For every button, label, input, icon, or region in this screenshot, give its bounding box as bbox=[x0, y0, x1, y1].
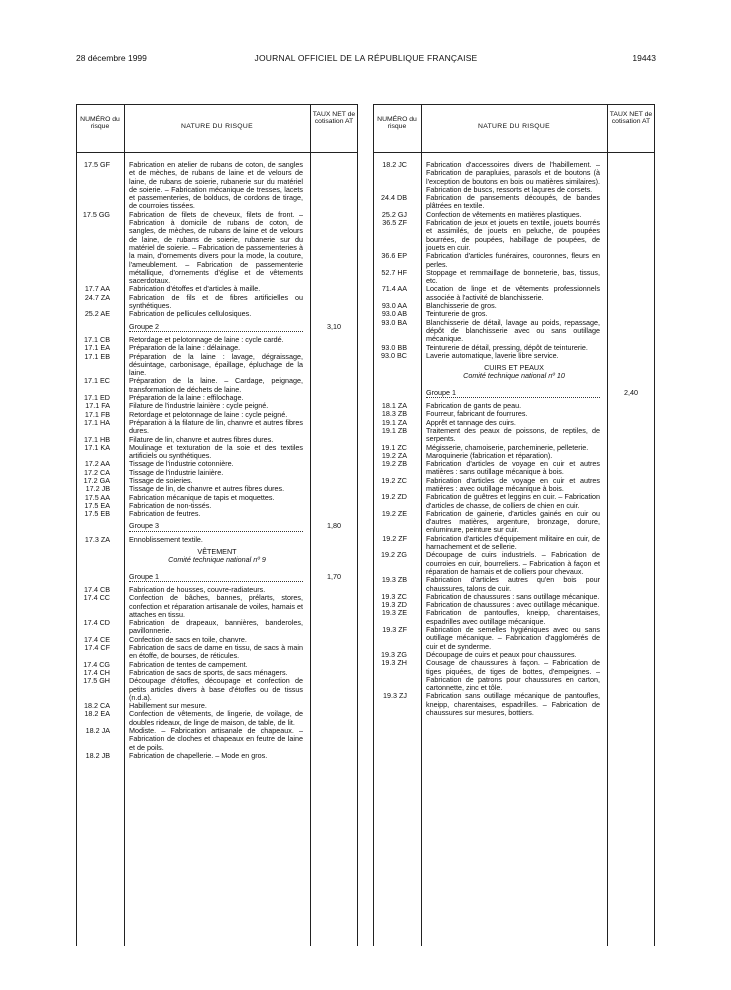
risk-nature: Location de linge et de vêtements professionnels associée à l'activité de blanchisserie. bbox=[426, 284, 600, 302]
risk-rate bbox=[310, 661, 358, 669]
risk-row bbox=[76, 644, 358, 661]
risk-nature: Préparation de la laine : effilochage. bbox=[129, 393, 244, 403]
section-heading bbox=[373, 360, 655, 385]
risk-code: 17.1 KA bbox=[84, 442, 110, 452]
risk-nature: Fabrication d'articles funéraires, couronnes, fleurs en perles. bbox=[426, 251, 600, 269]
risk-rate bbox=[310, 444, 358, 461]
risk-rate bbox=[607, 352, 655, 360]
column-header-nature: NATURE DU RISQUE bbox=[478, 123, 550, 130]
risk-row bbox=[76, 727, 358, 752]
risk-nature: Fabrication de chaussures : sans outillage mécanique. bbox=[426, 591, 600, 601]
risk-rate bbox=[607, 601, 655, 609]
risk-row bbox=[373, 427, 655, 444]
risk-nature: Tissage de lin, de chanvre et autres fibres dures. bbox=[129, 484, 285, 494]
risk-rate bbox=[310, 485, 358, 493]
column-header-code: NUMÉRO du risque bbox=[377, 116, 417, 131]
risk-code: 19.3 ZE bbox=[381, 608, 407, 618]
risk-code: 93.0 BB bbox=[381, 342, 407, 352]
risk-rate bbox=[310, 710, 358, 727]
risk-rate bbox=[607, 659, 655, 692]
risk-row bbox=[76, 211, 358, 286]
risk-nature: Maroquinerie (fabrication et réparation). bbox=[426, 450, 553, 460]
risk-row bbox=[76, 353, 358, 378]
risk-code: 17.1 FB bbox=[84, 409, 110, 419]
group-rate: 1,70 bbox=[327, 571, 341, 581]
risk-row bbox=[76, 161, 358, 211]
risk-code: 17.2 JB bbox=[85, 484, 110, 494]
risk-rate bbox=[310, 702, 358, 710]
risk-nature: Fabrication de sacs de sports, de sacs ménagers. bbox=[129, 667, 288, 677]
risk-rate bbox=[607, 285, 655, 302]
risk-nature: Fabrication de guêtres et leggins en cuir. – Fabrication d'articles de chasse, de colliers de chien en cuir. bbox=[426, 492, 600, 510]
risk-nature: Fabrication de tentes de campement. bbox=[129, 659, 248, 669]
risk-rate bbox=[310, 727, 358, 752]
risk-nature: Blanchisserie de détail, lavage au poids, repassage, dépôt de blanchisserie avec ou sans outillage mécanique. bbox=[426, 317, 600, 344]
risk-code: 17.4 CF bbox=[84, 643, 110, 653]
risk-nature: Fabrication de drapeaux, bannières, banderoles, pavillonnerie. bbox=[129, 618, 303, 636]
risk-nature: Préparation de la laine : lavage, dégraissage, désuintage, carbonisage, épaillage, épluchage de la laine. bbox=[129, 351, 303, 378]
risk-nature: Teinturerie de gros. bbox=[426, 309, 488, 319]
risk-nature: Fabrication de chapellerie. – Mode en gros. bbox=[129, 750, 268, 760]
risk-nature: Confection de vêtements, de lingerie, de voilage, de doubles rideaux, de linge de maison, de table, de lit. bbox=[129, 709, 303, 727]
risk-row bbox=[76, 294, 358, 311]
risk-code: 19.3 ZB bbox=[381, 575, 407, 585]
risk-rate bbox=[607, 344, 655, 352]
risk-code: 36.5 ZF bbox=[382, 218, 407, 228]
risk-row bbox=[76, 310, 358, 318]
risk-nature: Tissage de l'industrie lainière. bbox=[129, 467, 224, 477]
risk-nature: Apprêt et tannage des cuirs. bbox=[426, 417, 516, 427]
risk-rate bbox=[310, 161, 358, 211]
risk-nature: Fabrication de pansements découpés, de bandes plâtrées en textile. bbox=[426, 193, 600, 211]
risk-rate bbox=[310, 460, 358, 468]
risk-code: 18.2 JA bbox=[85, 726, 110, 735]
risk-code: 19.2 ZC bbox=[381, 475, 407, 485]
section-title: CUIRS ET PEAUX bbox=[484, 363, 544, 373]
risk-rate bbox=[607, 535, 655, 552]
group-rate: 2,40 bbox=[624, 387, 638, 397]
risk-nature: Fabrication mécanique de tapis et moquettes. bbox=[129, 492, 275, 502]
group-row bbox=[76, 569, 358, 586]
risk-rate bbox=[607, 551, 655, 576]
risk-rate bbox=[310, 353, 358, 378]
risk-rate bbox=[607, 444, 655, 452]
risk-row bbox=[373, 609, 655, 626]
risk-code: 17.1 HA bbox=[84, 417, 110, 427]
risk-nature: Habillement sur mesure. bbox=[129, 701, 207, 711]
risk-nature: Laverie automatique, laverie libre service. bbox=[426, 350, 559, 360]
risk-rate bbox=[310, 619, 358, 636]
group-row bbox=[373, 385, 655, 402]
risk-code: 19.3 ZC bbox=[381, 591, 407, 601]
group-label: Groupe 1 bbox=[426, 389, 600, 398]
risk-code: 19.2 ZG bbox=[381, 550, 407, 560]
risk-nature: Fabrication de semelles hygiéniques avec ou sans outillage mécanique. – Fabrication d'agglomérés de cuir et de synderme. bbox=[426, 625, 600, 651]
risk-nature: Fabrication d'articles autres qu'en bois pour chaussures, talons de cuir. bbox=[426, 575, 600, 593]
risk-rate bbox=[310, 536, 358, 544]
risk-code: 17.5 EA bbox=[84, 500, 110, 510]
risk-nature: Stoppage et remmaillage de bonneterie, bas, tissus, etc. bbox=[426, 267, 600, 286]
risk-nature: Fabrication de filets de cheveux, filets de front. – Fabrication à domicile de rubans de coton, de sangles, de mèches, de rubans de laine et de velours de laine, de rubans de soierie, rubanerie sur du matériel de soierie. – Fabrication de passementeries à la main, d'ornements divers pour la mode, la couture, l'ameublement. – Fabrication de passementerie métallique, d'ornements d'église et de vêtements sacerdotaux. bbox=[129, 209, 303, 286]
risk-code: 17.4 CE bbox=[84, 634, 110, 644]
risk-rate bbox=[607, 269, 655, 286]
risk-row bbox=[373, 252, 655, 269]
risk-rate bbox=[310, 294, 358, 311]
risk-row bbox=[76, 752, 358, 760]
risk-nature: Filature de lin, chanvre et autres fibres dures. bbox=[129, 434, 274, 444]
risk-row bbox=[373, 551, 655, 576]
risk-rate bbox=[310, 494, 358, 502]
risk-nature: Fabrication d'articles de voyage en cuir et autres matières : sans outillage mécanique à bois. bbox=[426, 459, 600, 477]
group-label: Groupe 3 bbox=[129, 522, 303, 531]
risk-nature: Fabrication de jeux et jouets en textile, jouets bourrés et assimilés, de jouets en peluche, de poupées bourrées, de poupées, habillage de poupées, de jouets en cuir. bbox=[426, 218, 600, 252]
risk-row bbox=[76, 594, 358, 619]
risk-code: 19.3 ZG bbox=[381, 649, 407, 659]
risk-nature: Découpage de cuirs industriels. – Fabrication de courroies en cuir, bourreliers. – Fabrication à façon et réparation de harnais et de colliers pour chevaux. bbox=[426, 550, 600, 576]
risk-code: 17.1 FA bbox=[85, 401, 110, 411]
risk-rate bbox=[607, 510, 655, 535]
risk-rate bbox=[607, 593, 655, 601]
risk-rate bbox=[607, 219, 655, 252]
risk-code: 18.2 JC bbox=[382, 160, 407, 169]
column-header-code: NUMÉRO du risque bbox=[80, 116, 120, 131]
risk-rate bbox=[310, 502, 358, 510]
risk-row bbox=[76, 469, 358, 477]
risk-rate bbox=[607, 576, 655, 593]
risk-row bbox=[76, 710, 358, 727]
risk-code: 17.2 GA bbox=[83, 475, 110, 485]
risk-code: 17.4 CD bbox=[83, 618, 110, 628]
risk-nature: Modiste. – Fabrication artisanale de chapeaux. – Fabrication de cloches et chapeaux en feutre de laine et de poils. bbox=[129, 726, 303, 752]
risk-nature: Fabrication de gants de peau. bbox=[426, 401, 522, 411]
risk-rate bbox=[310, 336, 358, 344]
group-row bbox=[76, 518, 358, 535]
risk-rate bbox=[607, 161, 655, 194]
header-date: 28 décembre 1999 bbox=[76, 53, 147, 63]
risk-nature: Fabrication de sacs de dame en tissu, de sacs à main en étoffe, de bourses, de réticules. bbox=[129, 643, 303, 661]
risk-row bbox=[373, 319, 655, 344]
risk-nature: Filature de l'industrie lainière : cycle peigné. bbox=[129, 401, 269, 411]
risk-rate bbox=[607, 493, 655, 510]
risk-code: 19.1 ZC bbox=[381, 442, 407, 452]
risk-rate bbox=[607, 302, 655, 310]
risk-nature: Préparation de la laine : délainage. bbox=[129, 343, 241, 353]
risk-rate bbox=[607, 477, 655, 494]
column-header-rate: TAUX NET de cotisation AT bbox=[312, 111, 356, 126]
risk-code: 19.3 ZD bbox=[381, 600, 407, 610]
column-header-nature: NATURE DU RISQUE bbox=[181, 123, 253, 130]
risk-rate bbox=[607, 410, 655, 418]
risk-code: 17.1 EA bbox=[84, 343, 110, 353]
committee-label: Comité technique national nº 9 bbox=[168, 555, 266, 565]
risk-rate bbox=[310, 436, 358, 444]
risk-row bbox=[76, 377, 358, 394]
risk-code: 18.1 ZA bbox=[381, 401, 407, 411]
risk-row bbox=[373, 477, 655, 494]
risk-nature: Traitement des peaux de poissons, de reptiles, de serpents. bbox=[426, 425, 600, 444]
risk-code: 18.3 ZB bbox=[381, 409, 407, 419]
risk-nature: Fabrication en atelier de rubans de coton, de sangles et de mèches, de rubans de laine et de velours de laine, de rubans de soierie, rubanerie sur du matériel de soierie. – Fabrication mécanique de tresses, lacets et passementeries, de bolducs, de cordons de tirage, de courroies tissées. bbox=[129, 160, 303, 211]
risk-nature: Fabrication d'accessoires divers de l'habillement. – Fabrication de parapluies, parasols et de boutons (à l'exception de boutons en bois ou matières similaires). Fabrication de buscs, ressorts et laçures de corsets. bbox=[426, 160, 600, 194]
risk-rate bbox=[310, 669, 358, 677]
risk-rate bbox=[310, 211, 358, 286]
risk-code: 93.0 BC bbox=[381, 350, 407, 360]
right-table-body bbox=[373, 161, 655, 717]
risk-nature: Préparation à la filature de lin, chanvre et autres fibres dures. bbox=[129, 417, 303, 436]
risk-code: 19.2 ZE bbox=[381, 508, 407, 518]
risk-code: 24.4 DB bbox=[381, 193, 407, 203]
risk-row bbox=[373, 269, 655, 286]
risk-rate bbox=[310, 477, 358, 485]
risk-nature: Teinturerie de détail, pressing, dépôt de teinturerie. bbox=[426, 342, 588, 352]
committee-label: Comité technique national nº 10 bbox=[463, 371, 565, 381]
risk-row bbox=[373, 535, 655, 552]
risk-nature: Confection de vêtements en matières plastiques. bbox=[426, 209, 582, 219]
risk-row bbox=[76, 494, 358, 502]
risk-nature: Fabrication de non-tissés. bbox=[129, 500, 212, 510]
risk-row bbox=[373, 194, 655, 211]
risk-code: 17.1 ED bbox=[84, 393, 110, 403]
risk-code: 17.3 ZA bbox=[84, 534, 110, 544]
risk-rate bbox=[607, 651, 655, 659]
risk-nature: Tissage de soieries. bbox=[129, 475, 193, 485]
risk-nature: Découpage d'étoffes, découpage et confection de petits articles divers à base d'étoffes ou de tissus (n.d.a). bbox=[129, 676, 303, 702]
risk-rate bbox=[607, 452, 655, 460]
risk-code: 36.6 EP bbox=[381, 251, 407, 261]
risk-row bbox=[373, 460, 655, 477]
header-title: JOURNAL OFFICIEL DE LA RÉPUBLIQUE FRANÇAISE bbox=[254, 53, 478, 63]
risk-rate bbox=[310, 510, 358, 518]
risk-code: 17.5 EB bbox=[84, 509, 110, 519]
risk-code: 19.3 ZJ bbox=[383, 691, 407, 701]
risk-nature: Préparation de la laine. – Cardage, peignage, transformation de déchets de laine. bbox=[129, 376, 303, 394]
risk-code: 19.1 ZB bbox=[381, 425, 407, 435]
risk-code: 18.2 JB bbox=[85, 750, 110, 760]
risk-rate bbox=[607, 402, 655, 410]
risk-nature: Confection de bâches, bannes, prélarts, stores, confection et réparation artisanale de voiles, hamais et attaches en tissu. bbox=[129, 593, 303, 619]
column-header-rate: TAUX NET de cotisation AT bbox=[609, 111, 653, 126]
risk-nature: Fabrication d'articles de voyage en cuir et autres matières : avec outillage mécanique à bois. bbox=[426, 475, 600, 493]
risk-nature: Confection de sacs en toile, chanvre. bbox=[129, 634, 247, 644]
risk-nature: Fabrication de pellicules cellulosiques. bbox=[129, 309, 252, 319]
risk-code: 71.4 AA bbox=[381, 284, 407, 294]
risk-rate bbox=[310, 377, 358, 394]
risk-code: 19.2 ZD bbox=[381, 492, 407, 502]
risk-code: 17.2 CA bbox=[84, 467, 110, 477]
risk-nature: Fabrication sans outillage mécanique de pantoufles, kneipp, charentaises, espadrilles. – Fabrication de chaussures sur mesures, bottiers. bbox=[426, 691, 600, 717]
risk-rate bbox=[310, 310, 358, 318]
risk-code: 17.4 CB bbox=[84, 584, 110, 594]
risk-code: 19.3 ZH bbox=[381, 658, 407, 668]
risk-nature: Fabrication de housses, couvre-radiateurs. bbox=[129, 584, 266, 594]
risk-code: 19.2 ZA bbox=[381, 450, 407, 460]
risk-nature: Fabrication de feutres. bbox=[129, 509, 201, 519]
risk-nature: Fabrication de chaussures : avec outillage mécanique. bbox=[426, 600, 600, 610]
risk-code: 25.2 GJ bbox=[381, 209, 407, 219]
risk-code: 19.3 ZF bbox=[382, 625, 407, 635]
risk-row bbox=[373, 576, 655, 593]
right-table bbox=[373, 104, 655, 946]
risk-code: 17.5 GF bbox=[84, 160, 110, 169]
risk-nature: Fourreur, fabricant de fourrures. bbox=[426, 409, 528, 419]
risk-rate bbox=[310, 411, 358, 419]
group-label: Groupe 1 bbox=[129, 573, 303, 582]
risk-nature: Fabrication de gainerie, d'articles gainés en cuir ou d'autres matières, argenture, bronzage, dorure, enluminure, peinture sur cuir. bbox=[426, 508, 600, 535]
risk-rate bbox=[607, 194, 655, 211]
right-table-header bbox=[373, 104, 655, 153]
risk-rate bbox=[310, 419, 358, 436]
risk-row bbox=[76, 536, 358, 544]
risk-rate bbox=[607, 626, 655, 651]
group-label: Groupe 2 bbox=[129, 323, 303, 332]
risk-rate bbox=[607, 310, 655, 318]
risk-row bbox=[373, 302, 655, 310]
group-row bbox=[76, 319, 358, 336]
risk-nature: Mégisserie, chamoiserie, parcheminerie, pelleterie. bbox=[426, 442, 589, 452]
risk-code: 17.5 GG bbox=[82, 209, 110, 219]
risk-rate bbox=[310, 344, 358, 352]
risk-code: 93.0 BA bbox=[381, 317, 407, 327]
risk-code: 17.2 AA bbox=[84, 459, 110, 469]
risk-rate bbox=[310, 586, 358, 594]
risk-code: 24.7 ZA bbox=[84, 292, 110, 302]
risk-nature: Blanchisserie de gros. bbox=[426, 301, 497, 311]
risk-code: 18.2 CA bbox=[84, 701, 110, 711]
risk-nature: Fabrication d'étoffes et d'articles à maille. bbox=[129, 284, 261, 294]
group-rate: 3,10 bbox=[327, 321, 341, 331]
risk-rate bbox=[310, 594, 358, 619]
risk-nature: Découpage de cuirs et peaux pour chaussures. bbox=[426, 649, 577, 659]
header-page-number: 19443 bbox=[632, 53, 656, 63]
risk-rate bbox=[310, 677, 358, 702]
risk-code: 17.7 AA bbox=[84, 284, 110, 294]
risk-code: 17.1 CB bbox=[84, 334, 110, 344]
risk-rate bbox=[310, 469, 358, 477]
risk-code: 17.5 AA bbox=[84, 492, 110, 502]
risk-code: 52.7 HF bbox=[381, 267, 407, 277]
risk-row bbox=[373, 626, 655, 651]
risk-code: 17.4 CG bbox=[83, 659, 110, 669]
risk-row bbox=[76, 502, 358, 510]
risk-nature: Tissage de l'industrie cotonnière. bbox=[129, 459, 234, 469]
risk-rate bbox=[607, 427, 655, 444]
section-title: VÊTEMENT bbox=[197, 547, 237, 557]
risk-code: 93.0 AA bbox=[381, 301, 407, 311]
risk-nature: Fabrication d'articles d'équipement militaire en cuir, de harnachement et de sellerie. bbox=[426, 533, 600, 552]
left-table-header bbox=[76, 104, 358, 153]
risk-row bbox=[373, 161, 655, 194]
risk-row bbox=[373, 493, 655, 510]
risk-row bbox=[76, 619, 358, 636]
risk-rate bbox=[310, 636, 358, 644]
risk-rate bbox=[607, 252, 655, 269]
risk-row bbox=[373, 692, 655, 717]
risk-code: 93.0 AB bbox=[381, 309, 407, 319]
risk-nature: Retordage et pelotonnage de laine : cycle peigné. bbox=[129, 409, 288, 419]
risk-code: 17.4 CC bbox=[83, 593, 110, 603]
risk-code: 17.5 GH bbox=[83, 676, 110, 686]
left-table-body bbox=[76, 161, 358, 760]
risk-code: 19.2 ZB bbox=[381, 459, 407, 469]
risk-row bbox=[373, 285, 655, 302]
risk-nature: Cousage de chaussures à façon. – Fabrication de tiges piquées, de tiges de bottes, d'empeignes. – Fabrication de patrons pour chaussures en carton, cartonnette, zinc et tôle. bbox=[426, 658, 600, 693]
risk-nature: Fabrication de fils et de fibres artificielles ou synthétiques. bbox=[129, 292, 303, 311]
risk-code: 19.2 ZF bbox=[382, 533, 407, 543]
left-table bbox=[76, 104, 358, 946]
group-rate: 1,80 bbox=[327, 521, 341, 531]
risk-rate bbox=[310, 285, 358, 293]
risk-row bbox=[373, 352, 655, 360]
risk-row bbox=[373, 659, 655, 692]
risk-row bbox=[373, 510, 655, 535]
risk-nature: Moulinage et texturation de la soie et des textiles artificiels ou synthétiques. bbox=[129, 442, 303, 461]
risk-nature: Fabrication de pantoufles, kneipp, charentaises, espadrilles avec outillage mécanique. bbox=[426, 608, 600, 626]
risk-rate bbox=[310, 402, 358, 410]
risk-rate bbox=[607, 211, 655, 219]
risk-rate bbox=[310, 644, 358, 661]
risk-rate bbox=[607, 460, 655, 477]
risk-row bbox=[76, 510, 358, 518]
risk-row bbox=[76, 419, 358, 436]
risk-rate bbox=[607, 319, 655, 344]
risk-rate bbox=[607, 692, 655, 717]
section-heading bbox=[76, 544, 358, 569]
risk-code: 18.2 EA bbox=[84, 709, 110, 719]
risk-rate bbox=[607, 419, 655, 427]
risk-rate bbox=[310, 394, 358, 402]
risk-nature: Ennoblissement textile. bbox=[129, 534, 203, 544]
risk-code: 19.1 ZA bbox=[381, 417, 407, 427]
risk-nature: Retordage et pelotonnage de laine : cycle cardé. bbox=[129, 334, 284, 344]
risk-code: 17.1 HB bbox=[84, 434, 110, 444]
risk-code: 17.4 CH bbox=[83, 667, 110, 677]
risk-row bbox=[76, 444, 358, 461]
risk-rate bbox=[310, 752, 358, 760]
risk-row bbox=[373, 219, 655, 252]
risk-code: 17.1 EB bbox=[84, 351, 110, 361]
risk-code: 17.1 EC bbox=[84, 376, 110, 386]
risk-rate bbox=[607, 609, 655, 626]
risk-code: 25.2 AE bbox=[84, 309, 110, 319]
risk-row bbox=[76, 677, 358, 702]
